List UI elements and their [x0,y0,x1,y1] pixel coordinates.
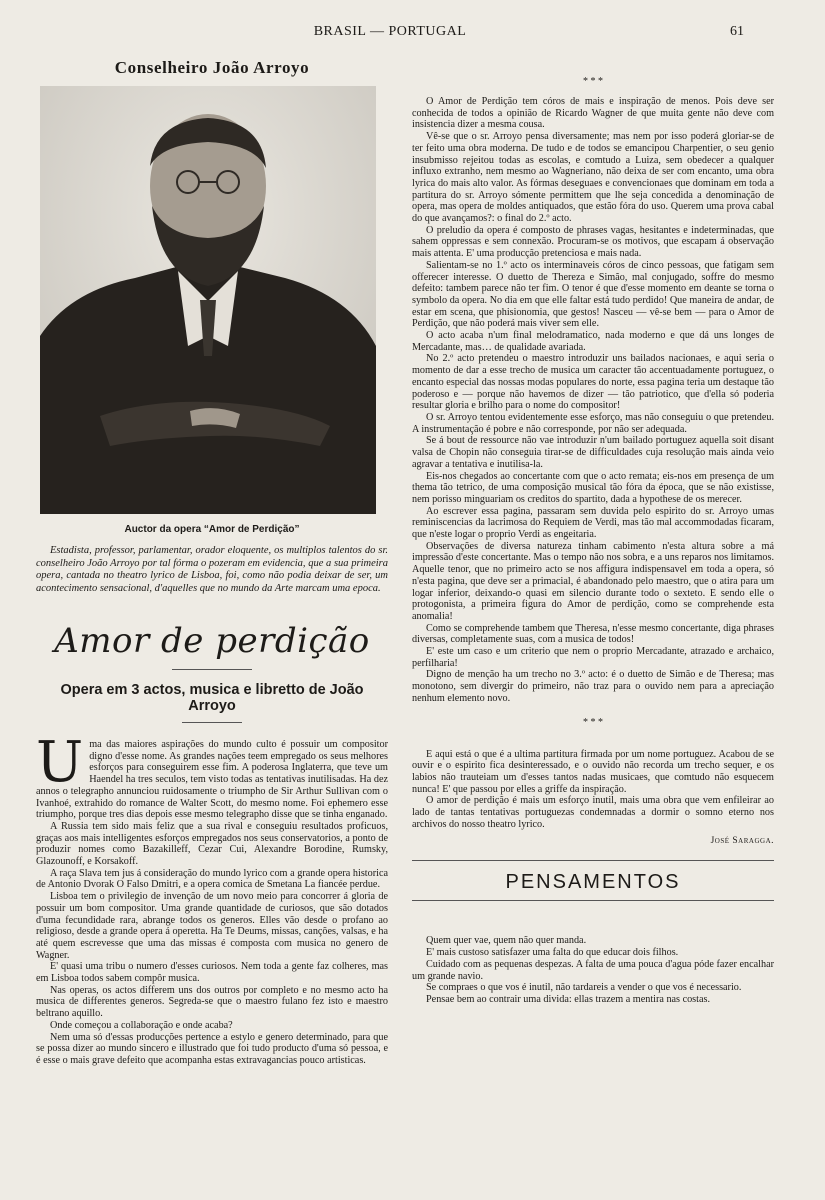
section-divider [412,860,774,861]
paragraph: O acto acaba n'um final melodramatico, nada moderno e que dá uns longes de Mercadante, mas… de qualidade avariada. [412,330,774,353]
portrait-photo [40,86,376,514]
thought-item: E' mais custoso satisfazer uma falta do que educar dois filhos. [426,947,679,959]
portrait-illustration [40,86,376,514]
paragraph: E' quasi uma tribu o numero d'esses curiosos. Nem toda a gente faz colheres, mas em Lisboa todos sabem compôr musica. [36,961,388,985]
portrait-caption: Auctor da opera “Amor de Perdição” [124,524,300,535]
paragraph: A raça Slava tem jus á consideração do mundo lyrico com a grande opera historica de Antonio Dvorak O Falso Dmitri, e a opera comica de Smetana La fiancée perdue. [36,867,388,891]
paragraph: Como se comprehende tambem que Theresa, n'esse mesmo concertante, diga phrases diversas, completamente suas, com a musica de todos! [412,622,774,646]
right-column [412,70,774,1006]
drop-cap: U [36,730,84,795]
paragraph: A Russia tem sido mais feliz que a sua rival e conseguiu resultados proficuos, graças aos mais intelligentes esforços empregados nos seus conservatorios, a ponto de produzir nomes como Bazakilleff, Cezar Cui, Alexandre Borodine, Rumsky, Glazounoff, e Korsakoff. [36,820,388,868]
page-number: 61 [730,24,744,39]
pensamentos-title: PENSAMENTOS [505,871,681,894]
pensamentos-list [412,935,774,1005]
thought-item: Se compraes o que vos é inutil, não tardareis a vender o que vos é necessario. [426,982,742,994]
paragraph: Nem uma só d'essas producções pertence a estylo e genero determinado, para que se possa dizer ao mundo sincero e illustrado que foi tudo producto d'uma só pessoa, e é esse o mais grave defeito que acompanha estas extravagancias pouco artisticas. [36,1031,388,1066]
intro-paragraph: Estadista, professor, parlamentar, orador eloquente, os multiplos talentos do sr. conselheiro João Arroyo por tal fórma o pozeram em evidencia, que a sua primeira opera, cantada no theatro lyrico de Lisboa, foi, como não podia deixar de ser, um acontecimento sensacional, d'aquelles que no mundo da Arte marcam uma epoca. [36,545,388,594]
paragraph: E aqui está o que é a ultima partitura firmada por um nome portuguez. Acabou de se ouvir e o espirito fica desinteressado, e o ouvido não recorda um trecho sequer, e os labios não trauteiam um d'esses tantos nadas musicaes, que comtudo não esquecem nunca! E' que passou por elles a griffe da inspiração. [412,748,774,795]
paragraph: Salientam-se no 1.º acto os interminaveis córos de cinco pessoas, que fatigam sem offerecer interesse. O duetto de Thereza e Simão, mal conjugado, soffre do mesmo defeito: tambem parece não ter fim. O tenor é que d'esse momento em deante se torna o symbolo da opera. No dia em que elle faltar está tudo perdido! Que maneira de andar, de estar em scena, que phisionomia, que gestos! Nasceu — vê-se bem — para o Amor de Perdição, que não poderá mais viver sem elle. [412,259,774,330]
page-header [0,24,825,44]
pensamentos-divider [412,900,774,901]
paragraph: Ao escrever essa pagina, passaram sem duvida pelo espirito do sr. Arroyo umas reminiscencias da lacrimosa do Requiem de Verdi, mas tão mal accommodadas ficaram, que n'este logar o proprio Verdi as engeitaria. [412,505,774,541]
author-signature: José Saragga. [710,836,774,847]
thought-item: Pensae bem ao contrair uma divida: ellas trazem a mentira nas costas. [426,994,711,1005]
paragraph: Lisboa tem o privilegio de invenção de um novo meio para concorrer á gloria de possuir um bom compositor. Uma grande quantidade de curiosos, que são dotados d'uma fecundidade rara, abrange todos os generos. Elles vão desde o profano ao religioso, desde a grande opera á operetta. Ha Te Deums, missas, canções, valsas, e ha até quem escrevesse que uma das missas é composta com musica no genero de Wagner. [36,891,388,961]
subtitle-divider [182,722,242,723]
running-title: BRASIL — PORTUGAL [313,24,467,39]
paragraph: Observações de diversa natureza tinham cabimento n'esta altura sobre a má impressão d'este concertante. Mas o tempo não nos sobra, e a uns reparos nos limitamos. Aquelle tenor, que no primeiro acto se nos affigura indispensavel em toda a opera, só n'esta pagina, que deve ser a primacial, é abandonado pelo maestro, que o atira para um logar inferior, deixando-o quasi em silencio durante todo o sexteto. E sendo elle o protogonista, a primeira figura do Amor de perdição, como se comprehende esta anomalia! [412,540,774,622]
left-column [36,58,388,1067]
paragraph: Digno de menção ha um trecho no 3.º acto: é o duetto de Simão e de Theresa; mas monotono, sem divergir do primeiro, não traz para o ouvido nem para a apreciação nenhum elemento novo. [412,669,774,704]
title-divider [172,669,252,670]
paragraph: E' este um caso e um criterio que nem o proprio Mercadante, atrazado e archaico, perfilharia! [412,646,774,669]
paragraph: Vê-se que o sr. Arroyo pensa diversamente; mas nem por isso poderá gloriar-se de ter feito uma obra moderna. De tudo e de todos se emancipou Charpentier, o seu genio insubmisso rejeitou todas as escolas, e comtudo a Luiza, sem obedecer a qualquer influxo extranho, nem mesmo ao Wagneriano, não deixa de ser com encanto, uma obra lyrica do mais alto valor. As fórmas deseguaes e convencionaes que dominam em toda a partitura do sr. Arroyo sómente permittem que lhe seja concedida a denominação de opera, mas opera de moldes antiquados, que estão fóra do uso. Querem uma prova cabal do que avançamos?: o final do 2.º acto. [412,131,774,225]
section-stars: * * * [583,716,603,728]
article-subtitle: Opera em 3 actos, musica e libretto de João Arroyo [60,682,364,714]
article-body-left [36,730,388,1067]
paragraph: Nas operas, os actos differem uns dos outros por completo e no mesmo acto ha musica de differentes generos. Segreda-se que o maestro fulano fez isto e maestro beltrano aquillo. [36,984,388,1020]
portrait-title: Conselheiro João Arroyo [114,58,310,77]
article-body-right [412,96,774,705]
article-title: Amor de perdição [54,621,370,661]
paragraph: Se á bout de ressource não vae introduzir n'um bailado portuguez aquella soit disant valsa de Chopin não conseguia tirar-se de difficuldades cuja resolução mais ainda veio agravar a tentativa e inutilisa-la. [412,435,774,470]
paragraph: Onde começou a collaboração e onde acaba? [50,1019,233,1031]
paragraph: O preludio da opera é composto de phrases vagas, hesitantes e indeterminadas, que sahem oppressas e sem connexão. Procuram-se os motivos, que escapam á observação mais attenta. E' uma producção pretenciosa e mais nada. [412,224,774,260]
thought-item: Cuidado com as pequenas despezas. A falta de uma pouca d'agua póde fazer encalhar um grande navio. [412,958,774,982]
paragraph: Eis-nos chegados ao concertante com que o acto remata; eis-nos em presença de um thema tão tetrico, de uma composição musical tão fóra da época, que se não existisse, nem porisso minguariam os creditos do spartito, dada a hypothese de os merecer. [412,470,774,505]
article-conclusion [412,749,774,831]
section-stars: * * * [583,76,603,87]
paragraph: Uma das maiores aspirações do mundo culto é possuir um compositor digno d'esse nome. As grandes nações teem empregado os seus melhores esforços para conseguirem esse fim. A poderosa Inglaterra, que teve um Haendel ha tres seculos, tem visto todas as tentativas inutilisadas. Ha dez annos o telegrapho annunciou ruidosamente o triumpho de Sir Arthur Sullivan com o Ivanhoé, extrahido do romance de Walter Scott, do mesmo nome. Foi ephemero esse triumpho, porque tres dias depois esse mesmo telegrapho disse que se tinha enganado. [36,730,388,821]
paragraph: O sr. Arroyo tentou evidentemente esse esforço, mas não conseguiu o que pretendeu. A instrumentação é pobre e não corresponde, por não ser adequada. [412,411,774,435]
paragraph: O amor de perdição é mais um esforço inutil, mais uma obra que vem enfileirar ao lado de tantas tentativas portuguezas condemnadas a dormir o somno eterno nos archivos do nosso theatro lyrico. [412,795,774,830]
paragraph: O Amor de Perdição tem córos de mais e inspiração de menos. Pois deve ser conhecida de todos a opinião de Ricardo Wagner de que muita gente não deve com insistencia dizer a mesma cousa. [412,96,774,131]
paragraph: No 2.º acto pretendeu o maestro introduzir uns bailados nacionaes, e aqui seria o momento de dar a esse trecho de musica um caracter tão accentuadamente portuguez, o encanto especial das nossas modas populares do norte, essa pagina teria um destaque tão poderoso e — porque não havemos de dizer — tão patriotico, que d'ella só poderia resultar gloria e brilho para o nome do compositor! [412,353,774,412]
thought-item: Quem quer vae, quem não quer manda. [426,935,587,947]
